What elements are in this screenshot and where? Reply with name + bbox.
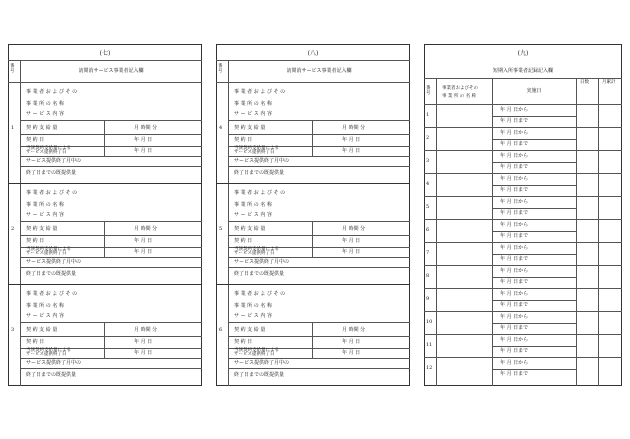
right-to-label: 年 月 日まで [500, 256, 529, 262]
left-row-rule [20, 166, 202, 167]
left-end-date-unit: 年 月 日 [134, 350, 153, 356]
mid-header-rule [216, 82, 410, 83]
right-to-label: 年 月 日まで [500, 233, 529, 239]
right-to-label: 年 月 日まで [500, 348, 529, 354]
mid-row-rule [228, 221, 410, 222]
mid-row-rule [228, 134, 410, 135]
left-mid-col-rule [104, 221, 105, 257]
right-half-rule [492, 346, 576, 347]
mid-contract-date-label: 契 約 日 [234, 238, 253, 244]
mid-mid-col-rule [312, 221, 313, 257]
right-row-number: 3 [426, 158, 430, 164]
left-row-number: 2 [11, 226, 15, 232]
left-contract-date-unit: 年 月 日 [134, 339, 153, 345]
right-row-rule [424, 265, 622, 266]
right-half-rule [492, 185, 576, 186]
mid-provider-label-2: 事 業 所 の 名 称 [234, 101, 272, 107]
right-half-rule [492, 300, 576, 301]
right-from-label: 年 月 日から [500, 153, 529, 159]
left-used-label-1: サービス提供終了月中の [26, 360, 82, 366]
mid-row-number: 4 [219, 125, 223, 131]
right-title: 短期入所事業者記録記入欄 [492, 68, 553, 74]
right-col-rule [492, 78, 493, 386]
left-row-rule [20, 257, 202, 258]
left-block-rule [8, 183, 202, 184]
mid-contract-date-label: 契 約 日 [234, 137, 253, 143]
mid-row-number: 6 [219, 327, 223, 333]
right-from-label: 年 月 日から [500, 199, 529, 205]
left-used-label-2: 終了日までの既提供量 [26, 372, 77, 378]
right-row-number: 7 [426, 250, 430, 256]
left-mid-col-rule [104, 120, 105, 156]
left-num-col-rule [20, 60, 21, 386]
mid-contract-date-label: 契 約 日 [234, 339, 253, 345]
right-row-rule [424, 288, 622, 289]
left-hours-unit: 月 時間 分 [134, 226, 158, 232]
right-from-label: 年 月 日から [500, 107, 529, 113]
right-half-rule [492, 277, 576, 278]
right-row-number: 2 [426, 135, 430, 141]
mid-end-label-1: 当該契約支給量による [234, 348, 279, 353]
right-half-rule [492, 323, 576, 324]
left-service-label: サ ー ビ ス 内 容 [26, 313, 64, 319]
mid-service-label: サ ー ビ ス 内 容 [234, 212, 272, 218]
right-half-rule [492, 139, 576, 140]
mid-block-rule [216, 183, 410, 184]
left-end-label-2: サービス提供終了日 [26, 251, 67, 256]
mid-provider-label: 事 業 者 お よ び そ の [234, 89, 286, 95]
left-end-label-1: 当該契約支給量による [26, 247, 71, 252]
right-provider-header-1: 事業者およびその [442, 86, 478, 91]
mid-contract-amount-label: 契 約 支 給 量 [234, 125, 266, 131]
mid-hours-unit: 月 時間 分 [342, 125, 366, 131]
right-from-label: 年 月 日から [500, 291, 529, 297]
right-half-rule [492, 254, 576, 255]
left-end-label-1: 当該契約支給量による [26, 146, 71, 151]
panel-left-number: (七) [99, 50, 111, 57]
mid-row-rule [228, 358, 410, 359]
left-provider-label-2: 事 業 所 の 名 称 [26, 101, 64, 107]
left-row-rule [20, 358, 202, 359]
right-to-label: 年 月 日まで [500, 141, 529, 147]
mid-mid-col-rule [312, 322, 313, 358]
right-half-rule [492, 208, 576, 209]
left-contract-date-label: 契 約 日 [26, 238, 45, 244]
mid-end-date-unit: 年 月 日 [342, 350, 361, 356]
mid-used-label-1: サービス提供終了月中の [234, 259, 290, 265]
mid-used-label-2: 終了日までの既提供量 [234, 271, 285, 277]
mid-service-label: サ ー ビ ス 内 容 [234, 313, 272, 319]
left-contract-date-unit: 年 月 日 [134, 137, 153, 143]
mid-used-label-1: サービス提供終了月中の [234, 360, 290, 366]
left-block-rule [8, 284, 202, 285]
mid-end-label-2: サービス提供終了日 [234, 150, 275, 155]
left-used-label-2: 終了日までの既提供量 [26, 170, 77, 176]
left-used-label-1: サービス提供終了月中の [26, 259, 82, 265]
mid-end-label-1: 当該契約支給量による [234, 146, 279, 151]
right-header-top-rule [424, 78, 622, 79]
left-header-rule [8, 82, 202, 83]
mid-hours-unit: 月 時間 分 [342, 226, 366, 232]
left-end-date-unit: 年 月 日 [134, 249, 153, 255]
right-from-label: 年 月 日から [500, 130, 529, 136]
mid-num-header: 番号 [218, 64, 223, 74]
left-end-label-2: サービス提供終了日 [26, 352, 67, 357]
right-to-label: 年 月 日まで [500, 187, 529, 193]
right-to-label: 年 月 日まで [500, 325, 529, 331]
right-row-number: 6 [426, 227, 430, 233]
mid-contract-date-unit: 年 月 日 [342, 339, 361, 345]
left-row-number: 3 [11, 327, 15, 333]
right-header-bottom-rule [424, 104, 622, 105]
right-to-label: 年 月 日まで [500, 371, 529, 377]
mid-row-rule [228, 166, 410, 167]
right-row-rule [424, 334, 622, 335]
mid-used-label-1: サービス提供終了月中の [234, 158, 290, 164]
mid-provider-label-2: 事 業 所 の 名 称 [234, 202, 272, 208]
mid-service-label: サ ー ビ ス 内 容 [234, 111, 272, 117]
left-provider-label: 事 業 者 お よ び そ の [26, 291, 78, 297]
left-row-rule [20, 368, 202, 369]
mid-row-rule [228, 368, 410, 369]
right-col-rule [576, 78, 577, 386]
left-row-rule [20, 267, 202, 268]
mid-provider-label-2: 事 業 所 の 名 称 [234, 303, 272, 309]
left-contract-amount-label: 契 約 支 給 量 [26, 327, 58, 333]
right-col-rule [598, 78, 599, 386]
left-contract-date-unit: 年 月 日 [134, 238, 153, 244]
right-row-rule [424, 357, 622, 358]
right-half-rule [492, 231, 576, 232]
left-provider-label: 事 業 者 お よ び そ の [26, 190, 78, 196]
right-row-number: 4 [426, 181, 430, 187]
right-half-rule [492, 162, 576, 163]
right-row-number: 8 [426, 273, 430, 279]
left-top-rule [8, 60, 202, 61]
mid-end-date-unit: 年 月 日 [342, 249, 361, 255]
right-row-number: 9 [426, 296, 430, 302]
left-provider-label-2: 事 業 所 の 名 称 [26, 303, 64, 309]
left-provider-label: 事 業 者 お よ び そ の [26, 89, 78, 95]
left-title: 訪問消サービス事業者記入欄 [78, 68, 144, 74]
right-row-number: 1 [426, 112, 430, 118]
left-row-rule [20, 235, 202, 236]
left-end-label-1: 当該契約支給量による [26, 348, 71, 353]
right-row-number: 11 [426, 342, 433, 348]
panel-right-number: (九) [517, 50, 529, 57]
mid-end-label-2: サービス提供終了日 [234, 352, 275, 357]
mid-row-rule [228, 322, 410, 323]
mid-top-rule [216, 60, 410, 61]
right-row-number: 5 [426, 204, 430, 210]
mid-contract-amount-label: 契 約 支 給 量 [234, 327, 266, 333]
left-contract-amount-label: 契 約 支 給 量 [26, 226, 58, 232]
right-from-label: 年 月 日から [500, 360, 529, 366]
mid-used-label-2: 終了日までの既提供量 [234, 372, 285, 378]
right-provider-header-2: 事 業 所 の 名 称 [442, 94, 477, 99]
left-hours-unit: 月 時間 分 [134, 125, 158, 131]
mid-row-rule [228, 336, 410, 337]
right-half-rule [492, 369, 576, 370]
right-to-label: 年 月 日まで [500, 279, 529, 285]
mid-hours-unit: 月 時間 分 [342, 327, 366, 333]
left-mid-col-rule [104, 322, 105, 358]
left-row-rule [20, 156, 202, 157]
right-to-label: 年 月 日まで [500, 118, 529, 124]
right-row-rule [424, 173, 622, 174]
right-from-label: 年 月 日から [500, 337, 529, 343]
left-used-label-1: サービス提供終了月中の [26, 158, 82, 164]
right-from-label: 年 月 日から [500, 245, 529, 251]
right-from-label: 年 月 日から [500, 176, 529, 182]
mid-title: 訪問消サービス事業者記入欄 [286, 68, 352, 74]
right-from-label: 年 月 日から [500, 314, 529, 320]
mid-contract-date-unit: 年 月 日 [342, 137, 361, 143]
right-date-header: 実施日 [526, 88, 542, 94]
left-contract-date-label: 契 約 日 [26, 137, 45, 143]
right-half-rule [492, 116, 576, 117]
mid-contract-date-unit: 年 月 日 [342, 238, 361, 244]
left-hours-unit: 月 時間 分 [134, 327, 158, 333]
mid-end-label-1: 当該契約支給量による [234, 247, 279, 252]
mid-mid-col-rule [312, 120, 313, 156]
right-to-label: 年 月 日まで [500, 164, 529, 170]
left-row-number: 1 [11, 125, 15, 131]
left-service-label: サ ー ビ ス 内 容 [26, 111, 64, 117]
mid-used-label-2: 終了日までの既提供量 [234, 170, 285, 176]
left-row-rule [20, 336, 202, 337]
right-total-header: 月累計 [602, 80, 616, 85]
mid-contract-amount-label: 契 約 支 給 量 [234, 226, 266, 232]
right-from-label: 年 月 日から [500, 222, 529, 228]
right-row-rule [424, 196, 622, 197]
right-num-header: 番号 [426, 86, 431, 96]
left-end-label-2: サービス提供終了日 [26, 150, 67, 155]
mid-row-rule [228, 257, 410, 258]
right-to-label: 年 月 日まで [500, 302, 529, 308]
right-col-rule [436, 78, 437, 386]
right-row-rule [424, 150, 622, 151]
left-num-header: 番号 [10, 64, 15, 74]
left-row-rule [20, 221, 202, 222]
mid-end-date-unit: 年 月 日 [342, 148, 361, 154]
mid-num-col-rule [228, 60, 229, 386]
left-provider-label-2: 事 業 所 の 名 称 [26, 202, 64, 208]
mid-block-rule [216, 284, 410, 285]
mid-row-rule [228, 120, 410, 121]
mid-provider-label: 事 業 者 お よ び そ の [234, 291, 286, 297]
mid-end-label-2: サービス提供終了日 [234, 251, 275, 256]
mid-provider-label: 事 業 者 お よ び そ の [234, 190, 286, 196]
mid-row-number: 5 [219, 226, 223, 232]
left-row-rule [20, 134, 202, 135]
mid-row-rule [228, 267, 410, 268]
right-row-number: 12 [426, 365, 433, 371]
left-contract-amount-label: 契 約 支 給 量 [26, 125, 58, 131]
mid-row-rule [228, 156, 410, 157]
right-from-label: 年 月 日から [500, 268, 529, 274]
right-to-label: 年 月 日まで [500, 210, 529, 216]
left-used-label-2: 終了日までの既提供量 [26, 271, 77, 277]
left-row-rule [20, 322, 202, 323]
right-row-rule [424, 127, 622, 128]
right-row-rule [424, 311, 622, 312]
right-row-rule [424, 219, 622, 220]
mid-row-rule [228, 235, 410, 236]
left-contract-date-label: 契 約 日 [26, 339, 45, 345]
left-end-date-unit: 年 月 日 [134, 148, 153, 154]
right-row-rule [424, 242, 622, 243]
left-service-label: サ ー ビ ス 内 容 [26, 212, 64, 218]
panel-middle-number: (八) [307, 50, 319, 57]
right-row-number: 10 [426, 319, 433, 325]
left-row-rule [20, 120, 202, 121]
right-days-header: 日数 [580, 80, 589, 85]
